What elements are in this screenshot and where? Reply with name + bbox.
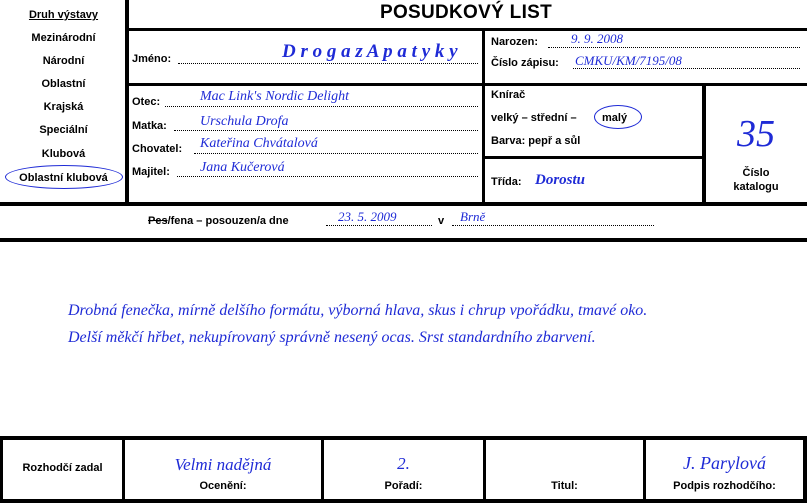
father-value: Mac Link's Nordic Delight <box>200 89 350 104</box>
frame-title-bottom <box>127 28 807 31</box>
judged-place: Brně <box>460 209 486 224</box>
registration-label: Číslo zápisu: <box>491 57 559 69</box>
breeder-value: Kateřina Chvátalová <box>200 136 318 151</box>
show-type-county[interactable]: Krajská <box>43 101 84 113</box>
size-selected: malý <box>602 112 628 124</box>
judged-date: 23. 5. 2009 <box>338 209 397 224</box>
frame-judged-bottom <box>0 238 807 242</box>
critique-line-1: Drobná fenečka, mírně delšího formátu, výborná hlava, skus i chrup vpořádku, tmavé oko. <box>68 302 648 319</box>
footer-bottom <box>0 499 807 503</box>
breed-label: Knírač <box>491 89 526 101</box>
catalog-label-line1: Číslo <box>742 167 770 179</box>
judge-gave-label: Rozhodčí zadal <box>22 462 103 474</box>
class-label: Třída: <box>491 176 522 188</box>
date-dotted-line <box>326 225 432 226</box>
owner-label: Majitel: <box>132 166 170 178</box>
footer-right-border <box>803 436 807 503</box>
rating-value: Velmi nadějná <box>174 455 272 474</box>
catalog-number: 35 <box>737 113 775 155</box>
show-type-heading: Druh výstavy <box>28 9 99 21</box>
father-dotted-line <box>165 106 478 107</box>
name-value: D r o g a z A p a t y k y <box>282 41 458 62</box>
title-label: Titul: <box>551 480 578 492</box>
frame-breed-bottom <box>483 156 704 159</box>
frame-born-divider <box>482 28 485 205</box>
class-value: Dorostu <box>535 172 586 188</box>
order-label: Pořadí: <box>384 480 423 492</box>
born-dotted-line <box>548 47 800 48</box>
frame-header-bottom <box>0 202 807 206</box>
color-label: Barva: pepř a sůl <box>491 135 581 147</box>
mother-label: Matka: <box>132 120 167 132</box>
mother-value: Urschula Drofa <box>200 114 289 129</box>
crossed-male: Pes <box>148 215 168 227</box>
show-type-special[interactable]: Speciální <box>39 124 88 136</box>
selected-show-type-circle <box>5 165 123 189</box>
registration-value: CMKU/KM/7195/08 <box>575 53 682 68</box>
name-label: Jméno: <box>132 53 172 65</box>
rating-label: Ocenění: <box>199 480 247 492</box>
judged-prefix: /fena – posouzen/a dne <box>167 215 289 227</box>
size-label: velký – střední – <box>491 112 577 124</box>
critique-line-2: Delší měkčí hřbet, nekupírovaný správně nesený ocas. Srst standardního zbarvení. <box>68 329 596 346</box>
born-label: Narozen: <box>491 36 539 48</box>
breeder-dotted-line <box>194 153 478 154</box>
owner-dotted-line <box>177 176 478 177</box>
show-type-international[interactable]: Mezinárodní <box>31 32 96 44</box>
place-dotted-line <box>452 225 654 226</box>
owner-value: Jana Kučerová <box>200 160 285 175</box>
show-type-national[interactable]: Národní <box>42 55 85 67</box>
show-type-regional-club[interactable]: Oblastní klubová <box>19 172 108 184</box>
name-dotted-line <box>178 63 478 64</box>
order-value: 2. <box>397 454 410 473</box>
breeder-label: Chovatel: <box>132 143 183 155</box>
judge-signature: J. Parylová <box>683 453 766 473</box>
selected-size-circle <box>594 105 642 129</box>
mother-dotted-line <box>174 130 478 131</box>
footer-divider-3 <box>483 436 486 503</box>
show-type-club[interactable]: Klubová <box>41 148 86 160</box>
show-type-regional[interactable]: Oblastní <box>41 78 86 90</box>
judged-line <box>148 215 289 227</box>
father-label: Otec: <box>132 96 161 108</box>
page-title: POSUDKOVÝ LIST <box>379 2 553 23</box>
catalog-label-line2: katalogu <box>733 181 779 193</box>
place-in-label: v <box>438 215 445 227</box>
born-value: 9. 9. 2008 <box>571 31 623 46</box>
signature-label: Podpis rozhodčího: <box>673 480 776 492</box>
